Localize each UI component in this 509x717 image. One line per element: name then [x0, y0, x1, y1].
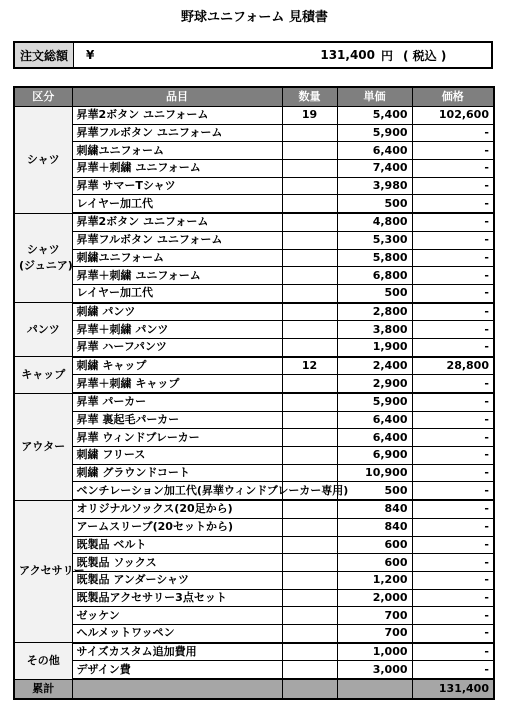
price-cell: - [412, 536, 494, 554]
item-name-cell: 刺繍ユニフォーム [72, 142, 282, 160]
quantity-cell [282, 195, 337, 213]
table-row [14, 303, 494, 321]
price-cell: - [412, 447, 494, 465]
table-row [14, 107, 494, 125]
price-cell: - [412, 213, 494, 231]
unit-price-cell: 6,800 [337, 267, 412, 285]
unit-price-cell: 840 [337, 518, 412, 536]
quantity-cell [282, 607, 337, 625]
total-label: 累計 [14, 679, 72, 699]
price-cell: - [412, 231, 494, 249]
unit-price-cell: 5,800 [337, 249, 412, 267]
column-header-item: 品目 [72, 87, 282, 107]
price-cell: - [412, 177, 494, 195]
total-empty-cell [72, 679, 282, 699]
quantity-cell [282, 447, 337, 465]
price-cell: - [412, 195, 494, 213]
column-header-quantity: 数量 [282, 87, 337, 107]
table-row [14, 393, 494, 411]
unit-price-cell: 700 [337, 624, 412, 642]
quantity-cell [282, 213, 337, 231]
item-name-cell: 昇華フルボタン ユニフォーム [72, 231, 282, 249]
unit-price-cell: 1,200 [337, 571, 412, 589]
category-cell: アクセサリー [14, 500, 72, 643]
price-cell: - [412, 482, 494, 500]
table-row [14, 536, 494, 554]
price-cell: - [412, 624, 494, 642]
price-cell: - [412, 267, 494, 285]
item-name-cell: ヘルメットワッペン [72, 624, 282, 642]
column-header-unit-price: 単価 [337, 87, 412, 107]
item-name-cell: 昇華＋刺繍 パンツ [72, 321, 282, 339]
unit-price-cell: 6,400 [337, 142, 412, 160]
table-row [14, 357, 494, 375]
table-row [14, 195, 494, 213]
quantity-cell [282, 249, 337, 267]
table-row [14, 231, 494, 249]
category-cell: アウター [14, 393, 72, 500]
price-cell: - [412, 464, 494, 482]
price-cell: - [412, 554, 494, 572]
item-name-cell: レイヤー加工代 [72, 284, 282, 302]
item-name-cell: 既製品 アンダーシャツ [72, 571, 282, 589]
item-name-cell: デザイン費 [72, 661, 282, 679]
quantity-cell [282, 411, 337, 429]
unit-price-cell: 10,900 [337, 464, 412, 482]
item-name-cell: 昇華＋刺繍 ユニフォーム [72, 160, 282, 178]
table-row [14, 482, 494, 500]
quantity-cell [282, 160, 337, 178]
order-total-amount: 131,400 [320, 48, 375, 62]
unit-price-cell: 600 [337, 554, 412, 572]
price-cell: - [412, 571, 494, 589]
table-row [14, 607, 494, 625]
table-row [14, 624, 494, 642]
price-cell: - [412, 393, 494, 411]
item-name-cell: 昇華2ボタン ユニフォーム [72, 213, 282, 231]
price-cell: - [412, 303, 494, 321]
table-row [14, 447, 494, 465]
quantity-cell [282, 589, 337, 607]
quantity-cell [282, 518, 337, 536]
table-row [14, 554, 494, 572]
quantity-cell [282, 267, 337, 285]
table-row [14, 518, 494, 536]
item-name-cell: 昇華フルボタン ユニフォーム [72, 124, 282, 142]
table-row [14, 124, 494, 142]
item-name-cell: 昇華 裏起毛パーカー [72, 411, 282, 429]
total-empty-cell [337, 679, 412, 699]
item-name-cell: ベンチレーション加工代(昇華ウィンドブレーカー専用) [72, 482, 282, 500]
order-total-box [13, 41, 493, 69]
item-name-cell: 既製品 ベルト [72, 536, 282, 554]
tax-note: ( 税込 ) [403, 48, 447, 63]
table-row [14, 338, 494, 356]
estimate-table [13, 86, 495, 700]
price-cell: - [412, 249, 494, 267]
quantity-cell [282, 338, 337, 356]
item-name-cell: サイズカスタム追加費用 [72, 643, 282, 661]
item-name-cell: 刺繍 キャップ [72, 357, 282, 375]
price-cell: - [412, 160, 494, 178]
unit-price-cell: 2,000 [337, 589, 412, 607]
category-cell: パンツ [14, 303, 72, 357]
price-cell: - [412, 661, 494, 679]
table-row [14, 411, 494, 429]
table-row [14, 142, 494, 160]
category-cell: シャツ (ジュニア) [14, 213, 72, 302]
item-name-cell: 既製品 ソックス [72, 554, 282, 572]
quantity-cell [282, 643, 337, 661]
price-cell: - [412, 607, 494, 625]
unit-price-cell: 5,300 [337, 231, 412, 249]
item-name-cell: オリジナルソックス(20足から) [72, 500, 282, 518]
price-cell: - [412, 429, 494, 447]
order-total-unit [381, 43, 491, 67]
item-name-cell: 昇華＋刺繍 キャップ [72, 375, 282, 393]
price-cell: - [412, 375, 494, 393]
price-cell: - [412, 518, 494, 536]
unit-price-cell: 4,800 [337, 213, 412, 231]
quantity-cell [282, 536, 337, 554]
unit-price-cell: 3,800 [337, 321, 412, 339]
table-row [14, 500, 494, 518]
quantity-cell [282, 624, 337, 642]
unit-price-cell: 7,400 [337, 160, 412, 178]
price-cell: - [412, 142, 494, 160]
price-cell: 28,800 [412, 357, 494, 375]
total-empty-cell [282, 679, 337, 699]
item-name-cell: アームスリーブ(20セットから) [72, 518, 282, 536]
unit-price-cell: 3,000 [337, 661, 412, 679]
table-row [14, 643, 494, 661]
quantity-cell [282, 124, 337, 142]
table-row [14, 249, 494, 267]
quantity-cell [282, 231, 337, 249]
item-name-cell: 昇華 ハーフパンツ [72, 338, 282, 356]
price-cell: 102,600 [412, 107, 494, 125]
unit-price-cell: 1,900 [337, 338, 412, 356]
quantity-cell [282, 500, 337, 518]
item-name-cell: 昇華＋刺繍 ユニフォーム [72, 267, 282, 285]
unit-price-cell: 2,800 [337, 303, 412, 321]
order-total-label: 注文総額 [15, 43, 74, 67]
quantity-cell: 19 [282, 107, 337, 125]
unit-price-cell: 5,400 [337, 107, 412, 125]
unit-price-cell: 500 [337, 284, 412, 302]
unit-price-cell: 6,900 [337, 447, 412, 465]
item-name-cell: 刺繍 パンツ [72, 303, 282, 321]
item-name-cell: 刺繍 グラウンドコート [72, 464, 282, 482]
table-row [14, 321, 494, 339]
item-name-cell: ゼッケン [72, 607, 282, 625]
table-row [14, 464, 494, 482]
table-row [14, 571, 494, 589]
unit-price-cell: 3,980 [337, 177, 412, 195]
quantity-cell [282, 429, 337, 447]
price-cell: - [412, 338, 494, 356]
item-name-cell: 昇華 パーカー [72, 393, 282, 411]
currency-unit: 円 [381, 48, 394, 63]
category-cell: その他 [14, 643, 72, 679]
unit-price-cell: 5,900 [337, 393, 412, 411]
table-row [14, 213, 494, 231]
unit-price-cell: 840 [337, 500, 412, 518]
price-cell: - [412, 589, 494, 607]
category-cell: シャツ [14, 107, 72, 214]
quantity-cell [282, 303, 337, 321]
quantity-cell [282, 464, 337, 482]
table-row [14, 429, 494, 447]
column-header-category: 区分 [14, 87, 72, 107]
total-row [14, 679, 494, 699]
unit-price-cell: 500 [337, 482, 412, 500]
quantity-cell [282, 177, 337, 195]
table-row [14, 284, 494, 302]
quantity-cell [282, 321, 337, 339]
quantity-cell [282, 284, 337, 302]
price-cell: - [412, 284, 494, 302]
quantity-cell [282, 571, 337, 589]
item-name-cell: レイヤー加工代 [72, 195, 282, 213]
item-name-cell: 昇華 ウィンドブレーカー [72, 429, 282, 447]
price-cell: - [412, 411, 494, 429]
yen-symbol: ¥ [86, 48, 95, 62]
table-row [14, 177, 494, 195]
item-name-cell: 昇華2ボタン ユニフォーム [72, 107, 282, 125]
unit-price-cell: 6,400 [337, 429, 412, 447]
price-cell: - [412, 643, 494, 661]
quantity-cell [282, 375, 337, 393]
document-title: 野球ユニフォーム 見積書 [181, 10, 328, 25]
table-row [14, 661, 494, 679]
quantity-cell [282, 142, 337, 160]
item-name-cell: 昇華 サマーTシャツ [72, 177, 282, 195]
total-amount: 131,400 [412, 679, 494, 699]
table-row [14, 589, 494, 607]
quantity-cell [282, 393, 337, 411]
unit-price-cell: 700 [337, 607, 412, 625]
quantity-cell [282, 661, 337, 679]
item-name-cell: 刺繍ユニフォーム [72, 249, 282, 267]
unit-price-cell: 2,400 [337, 357, 412, 375]
unit-price-cell: 6,400 [337, 411, 412, 429]
item-name-cell: 刺繍 フリース [72, 447, 282, 465]
quantity-cell: 12 [282, 357, 337, 375]
table-row [14, 375, 494, 393]
unit-price-cell: 5,900 [337, 124, 412, 142]
price-cell: - [412, 124, 494, 142]
category-cell: キャップ [14, 357, 72, 393]
unit-price-cell: 2,900 [337, 375, 412, 393]
unit-price-cell: 600 [337, 536, 412, 554]
table-row [14, 267, 494, 285]
table-row [14, 160, 494, 178]
unit-price-cell: 1,000 [337, 643, 412, 661]
price-cell: - [412, 500, 494, 518]
item-name-cell: 既製品アクセサリー3点セット [72, 589, 282, 607]
column-header-price: 価格 [412, 87, 494, 107]
price-cell: - [412, 321, 494, 339]
unit-price-cell: 500 [337, 195, 412, 213]
quantity-cell [282, 554, 337, 572]
table-header-row [14, 87, 494, 107]
